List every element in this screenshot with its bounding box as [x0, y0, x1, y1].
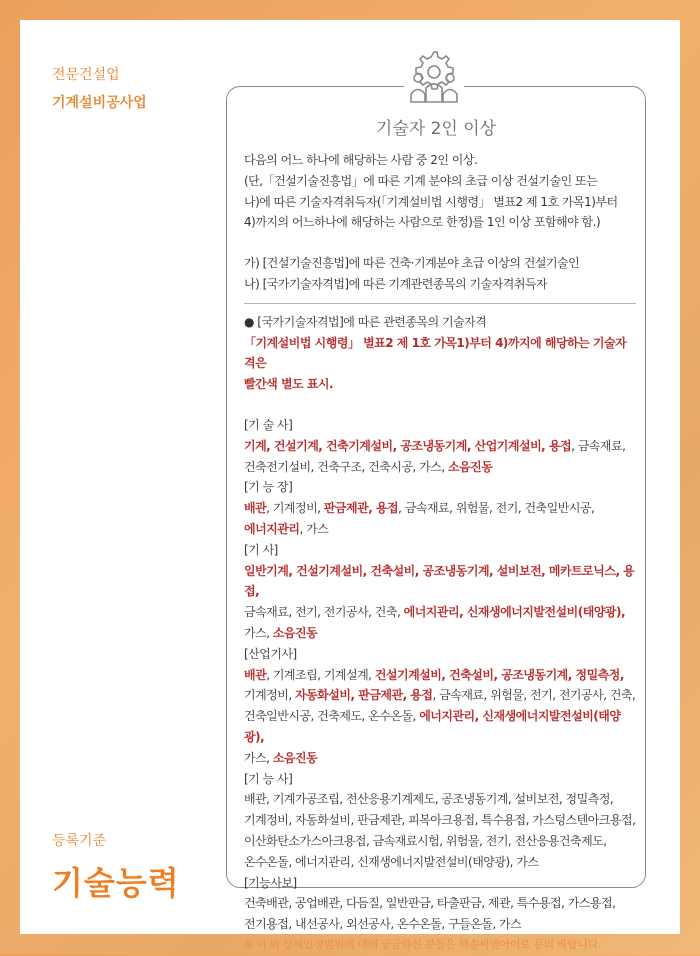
- section-line: [244, 498, 636, 519]
- highlighted-qualification: 판금제관, 용접: [323, 501, 399, 516]
- section-header: [기 사]: [244, 542, 278, 557]
- section-line: [244, 665, 636, 686]
- highlighted-qualification: 배관: [244, 667, 267, 682]
- highlighted-qualification: 일반기계, 건설기계설비, 건축설비, 공조냉동기계, 설비보전, 메카트로닉스, 용접,: [244, 563, 635, 599]
- section-line: [244, 457, 636, 478]
- section-line: [244, 831, 636, 852]
- qualification-text: 건축전기설비, 건축구조, 건축시공, 가스,: [244, 459, 448, 474]
- registration-small: 등록기준: [52, 833, 107, 849]
- highlighted-qualification: 배관: [244, 501, 267, 516]
- highlighted-qualification: 에너지관리, 신재생에너지발전설비(태양광),: [244, 709, 621, 744]
- section-line: [244, 893, 636, 914]
- highlight-line: 빨간색 별도 표시.: [244, 377, 334, 392]
- section-header: [기 능 장]: [244, 480, 293, 495]
- qualification-text: , 금속재료, 위험물, 전기, 전기공사, 건축,: [432, 688, 636, 703]
- section-header: [기능사보]: [244, 875, 297, 890]
- section-line: [244, 623, 636, 644]
- card-title: 기술자 2인 이상: [375, 119, 497, 139]
- item-line: 가) [건설기술진흥법]에 따른 건축·기계분야 초급 이상의 건설기술인: [244, 256, 580, 271]
- category-bold: 기계설비공사업: [52, 95, 147, 111]
- section-header: [산업기사]: [244, 646, 297, 661]
- section-header: [기 술 사]: [244, 417, 293, 432]
- highlighted-qualification: 자동화설비, 판금제관, 용접: [295, 688, 433, 703]
- section-line: [244, 852, 636, 873]
- registration-block: [52, 830, 180, 904]
- qualification-text: , 기계정비,: [266, 501, 324, 516]
- intro-line: 나)에 따른 기술자격취득자(「기계설비법 시행령」 별표2 제 1호 가목1)부터: [244, 194, 618, 209]
- contact-note: ※ 이 외 상세인정범위에 대해 궁금하신 분들은 해솔씨앤아이로 문의 바랍니다.: [244, 937, 601, 951]
- section-line: [244, 602, 636, 623]
- highlighted-qualification: 소음진동: [272, 750, 318, 765]
- highlighted-qualification: 건설기계설비, 건축설비, 공조냉동기계, 정밀측정,: [374, 667, 624, 682]
- section-line: [244, 748, 636, 769]
- highlighted-qualification: 에너지관리, 신재생에너지발전설비(태양광),: [403, 605, 626, 620]
- highlighted-qualification: 소음진동: [448, 459, 493, 474]
- qualification-text: , 가스: [299, 521, 329, 536]
- qualification-text: 가스,: [244, 750, 273, 765]
- section-line: [244, 561, 636, 603]
- card-content: [244, 150, 636, 956]
- qualification-text: , 기계조립, 기계설계,: [266, 667, 375, 682]
- section-line: [244, 436, 636, 457]
- qualification-text: , 금속재료, 위험물, 전기, 건축일반시공,: [398, 501, 595, 516]
- section-line: [244, 789, 636, 810]
- intro-line: (단,「건설기술진흥법」에 따른 기계 분야의 초급 이상 건설기술인 또는: [244, 173, 598, 188]
- qualification-text: 이산화탄소가스아크용접, 금속재료시험, 위험물, 전기, 전산응용건축제도,: [244, 833, 607, 848]
- qualification-text: 기계정비,: [244, 688, 295, 703]
- highlighted-qualification: 에너지관리: [244, 521, 300, 536]
- section-line: [244, 914, 636, 935]
- section-line: [244, 706, 636, 748]
- section-header: [기 능 사]: [244, 771, 293, 786]
- highlighted-qualification: 소음진동: [272, 625, 318, 640]
- qualification-text: 기계정비, 자동화설비, 판금제관, 피복아크용접, 특수용접, 가스텅스텐아크용접,: [244, 813, 636, 828]
- qualification-text: 건축배관, 공업배관, 다듬질, 일반판금, 타출판금, 제관, 특수용접, 가스용접,: [244, 896, 616, 911]
- qualification-text: 가스,: [244, 625, 273, 640]
- category-block: [52, 64, 147, 112]
- qualification-text: 전기용접, 내선공사, 외선공사, 온수온돌, 구들온돌, 가스: [244, 917, 522, 932]
- divider: [244, 303, 636, 304]
- category-small: 전문건설업: [52, 67, 120, 83]
- section-line: [244, 810, 636, 831]
- highlighted-qualification: 기계, 건설기계, 건축기계설비, 공조냉동기계, 산업기계설비, 용접: [244, 438, 572, 453]
- qualification-text: 온수온돌, 에너지관리, 신재생에너지발전설비(태양광), 가스: [244, 854, 539, 869]
- intro-line: 4)까지의 어느하나에 해당하는 사람으로 한정)를 1인 이상 포함해야 함.): [244, 215, 601, 230]
- intro-line: 다음의 어느 하나에 해당하는 사람 중 2인 이상.: [244, 153, 478, 167]
- qualification-text: 배관, 기계가공조립, 전산응용기계제도, 공조냉동기계, 설비보전, 정밀측정,: [244, 792, 614, 807]
- qualification-sections: [244, 415, 636, 935]
- section-line: [244, 519, 636, 540]
- technicians-gear-icon: [404, 48, 464, 108]
- qualification-text: 건축일반시공, 건축제도, 온수온돌,: [244, 709, 420, 724]
- bullet-line: ● [국가기술자격법]에 따른 관련종목의 기술자격: [244, 314, 487, 329]
- item-line: 나) [국가기술자격법]에 따른 기계관련종목의 기술자격취득자: [244, 276, 548, 291]
- qualification-text: , 금속재료,: [571, 438, 626, 453]
- highlight-line: 「기계설비법 시행령」 별표2 제 1호 가목1)부터 4)까지에 해당하는 기술자격은: [244, 335, 627, 371]
- section-line: [244, 685, 636, 706]
- registration-big: 기술능력: [52, 864, 180, 902]
- qualification-text: 금속재료, 전기, 전기공사, 건축,: [244, 605, 404, 620]
